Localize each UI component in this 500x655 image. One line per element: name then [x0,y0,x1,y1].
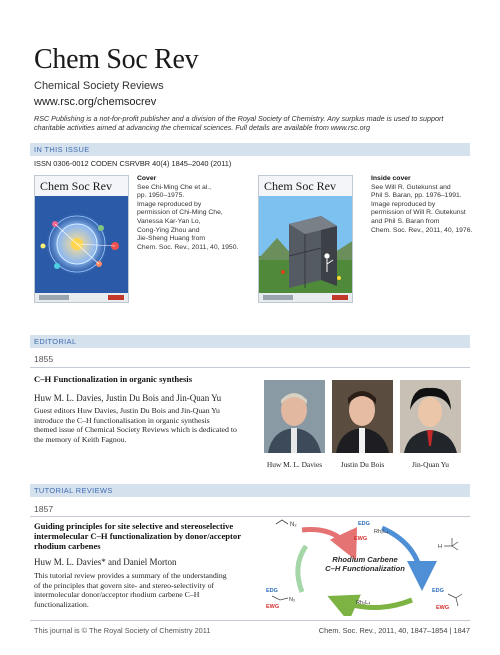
tutorial-page-number: 1857 [34,504,54,514]
editorial-title[interactable]: C–H Functionalization in organic synthesis [34,374,193,384]
photo-davies [264,380,325,453]
inside-cover-thumb-title: Chem Soc Rev [264,179,336,193]
graphic-h: H [438,544,442,550]
journal-subtitle: Chemical Society Reviews [34,80,164,92]
editorial-label: EDITORIAL [34,337,77,346]
footer-citation: Chem. Soc. Rev., 2011, 40, 1847–1854 | 1847 [318,626,470,635]
cover-thumb-title: Chem Soc Rev [40,179,112,193]
portrait-davies [264,380,325,453]
tutorial-abstract: This tutorial review provides a summary of the understanding of the principles that govern site- and stereo-selectivity of intermolecular donor/acceptor rhodium carbene C–H functionalization. [34,571,227,609]
photo-yu [400,380,461,453]
n2-bond-icon [276,520,288,524]
footer-rule [30,620,470,621]
photo-caption-yu: Jin-Quan Yu [412,460,449,469]
editorial-band [30,335,470,348]
editorial-page-number: 1855 [34,354,54,364]
diazo-bond-icon [272,596,288,600]
cover-caption: Cover See Chi-Ming Che et al., pp. 1950–1975. Image reproduced by permission of Chi-Ming Che, Vanessa Kar-Yan Lo, Cong-Ying Zhou and Jie-Sheng Huang from Chem. Soc. Rev., 2011, 40, 1950. [137,175,239,251]
photo-caption-davies: Huw M. L. Davies [266,460,323,469]
graphic-edg-left: EDG [266,588,278,594]
cover-artwork [35,176,129,303]
tutorial-reviews-label: TUTORIAL REVIEWS [34,486,113,495]
portrait-du-bois [332,380,393,453]
graphic-ewg-left: EWG [266,604,280,610]
in-this-issue-label: IN THIS ISSUE [34,145,90,154]
in-this-issue-band [30,143,470,156]
graphic-edg-top: EDG [358,521,370,527]
arrow-green-light [298,546,306,592]
portrait-yu [400,380,461,453]
graphic-ewg-top: EWG [354,536,368,542]
journal-url[interactable]: www.rsc.org/chemsocrev [34,96,157,108]
graphic-edg-right: EDG [432,588,444,594]
photo-du-bois [332,380,393,453]
graphic-n2: N₂ [290,522,297,528]
editorial-rule [30,367,470,368]
footer-copyright: This journal is © The Royal Society of Chemistry 2011 [34,626,211,635]
graphic-title-line2: C–H Functionalization [325,564,405,573]
publisher-note: RSC Publishing is a not-for-profit publisher and a division of the Royal Society of Chemistry. Any surplus made is used to support charitable activities aimed at advancing the chemical sciences. Full details are available from www.rsc.org [34,114,444,133]
rhodium-carbene-graphic [262,516,468,616]
cover-thumbnail[interactable] [34,175,129,303]
tutorial-authors: Huw M. L. Davies* and Daniel Morton [34,557,177,567]
inside-cover-thumbnail[interactable] [258,175,353,303]
arrow-red [302,530,354,556]
cover-heading: Cover [137,175,157,182]
tutorial-reviews-band [30,484,470,497]
editorial-authors: Huw M. L. Davies, Justin Du Bois and Jin-Quan Yu [34,393,222,403]
editorial-abstract: Guest editors Huw Davies, Justin Du Bois and Jin-Quan Yu introduce the C–H functionalisation in organic synthesis themed issue of Chemical Society Reviews which is dedicated to the memory of Keith Fagnou. [34,406,237,444]
inside-cover-heading: Inside cover [371,175,411,182]
graphic-title-line1: Rhodium Carbene [332,555,398,564]
graphic-rh-bottom: Rh₂L₄ [356,600,371,606]
graphic-ewg-right: EWG [436,605,450,611]
graphic-n2-left: N₂ [289,597,296,603]
journal-title: Chem Soc Rev [34,44,199,75]
issn-line: ISSN 0306-0012 CODEN CSRVBR 40(4) 1845–2040 (2011) [34,159,232,168]
inside-cover-artwork [259,176,353,303]
tutorial-title[interactable]: Guiding principles for site selective and stereoselective intermolecular C–H functionalization by donor/acceptor rhodium carbenes [34,521,242,551]
product-bond-icon [448,594,462,606]
inside-cover-caption: Inside cover See Will R. Gutekunst and Phil S. Baran, pp. 1976–1991. Image reproduced by permission of Will R. Gutekunst and Phil S. Baran from Chem. Soc. Rev., 2011, 40, 1976. [371,175,473,234]
arrow-green [332,598,412,608]
alkane-icon [444,538,458,550]
photo-caption-du-bois: Justin Du Bois [340,460,385,469]
graphic-rh-top: Rh₂L₄ [374,529,389,535]
